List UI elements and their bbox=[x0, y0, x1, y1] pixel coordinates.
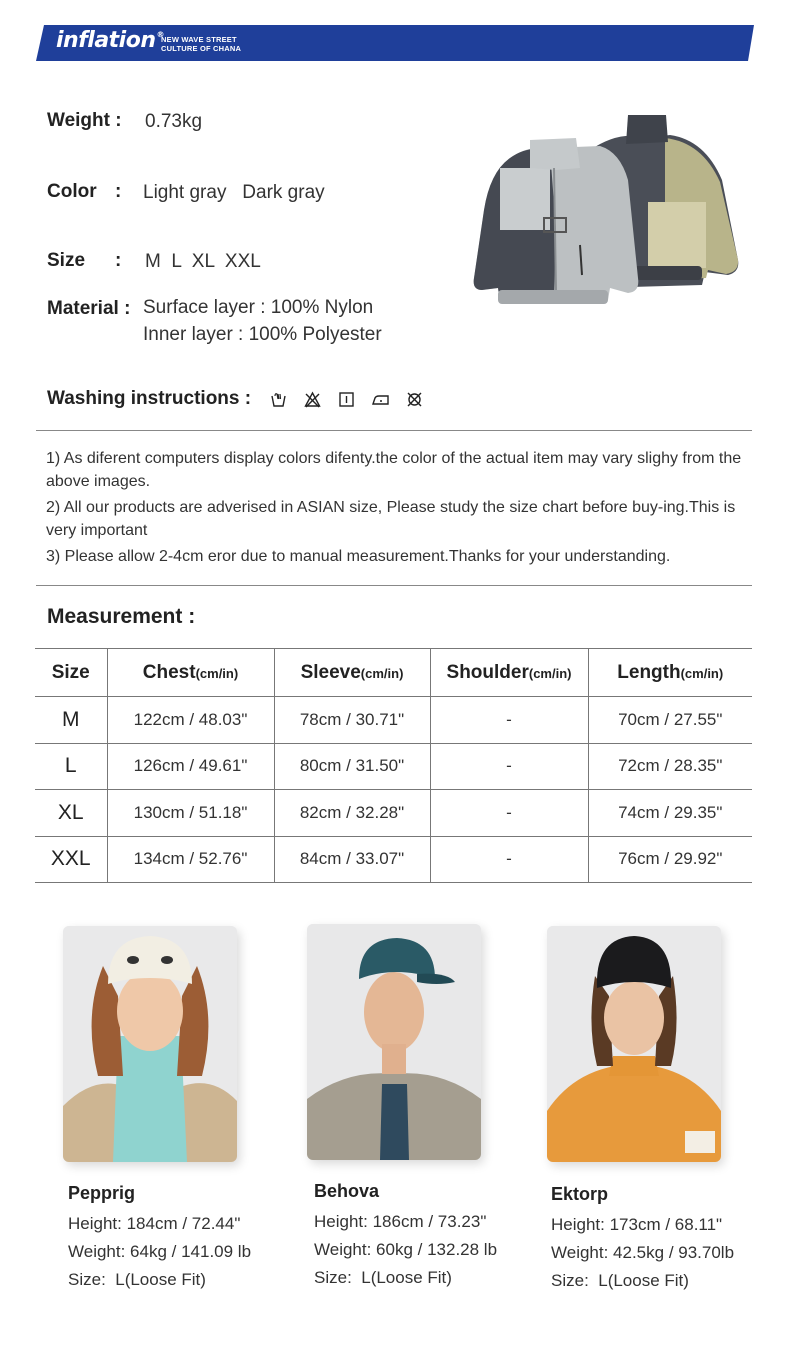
cell-size: L bbox=[35, 743, 107, 790]
cell-length: 72cm / 28.35" bbox=[588, 743, 752, 790]
weight-label: Weight : bbox=[47, 110, 122, 131]
table-row bbox=[35, 836, 752, 883]
model-photo-behova bbox=[307, 924, 481, 1160]
divider-bottom bbox=[36, 585, 752, 586]
jacket-product-image bbox=[470, 110, 742, 315]
size-colon: : bbox=[115, 250, 122, 271]
model-size-behova: Size: L(Loose Fit) bbox=[314, 1268, 452, 1287]
line-dry-icon bbox=[338, 391, 355, 408]
cell-length: 74cm / 29.35" bbox=[588, 790, 752, 837]
cell-shoulder: - bbox=[430, 790, 588, 837]
cell-sleeve: 84cm / 33.07" bbox=[274, 836, 430, 883]
model-height-ektorp: Height: 173cm / 68.11" bbox=[551, 1215, 723, 1234]
no-dry-clean-icon bbox=[406, 391, 423, 408]
note-2: 2) All our products are adverised in ASIAN size, Please study the size chart before buy-ing.This is very important bbox=[46, 499, 736, 539]
no-bleach-icon bbox=[304, 391, 321, 408]
model-weight-ektorp: Weight: 42.5kg / 93.70lb bbox=[551, 1243, 735, 1262]
washing-label: Washing instructions : bbox=[47, 388, 252, 409]
model-size-ektorp: Size: L(Loose Fit) bbox=[551, 1271, 689, 1290]
cell-size: XXL bbox=[35, 836, 107, 883]
cell-chest: 134cm / 52.76" bbox=[107, 836, 274, 883]
model-size-pepprig: Size: L(Loose Fit) bbox=[68, 1270, 206, 1289]
table-row bbox=[35, 743, 752, 790]
notes-section bbox=[46, 447, 746, 571]
color-label: Color bbox=[47, 181, 97, 202]
cell-sleeve: 78cm / 30.71" bbox=[274, 697, 430, 744]
divider-top bbox=[36, 430, 752, 431]
cell-sleeve: 82cm / 32.28" bbox=[274, 790, 430, 837]
model-weight-behova: Weight: 60kg / 132.28 lb bbox=[314, 1240, 498, 1259]
model-height-pepprig: Height: 184cm / 72.44" bbox=[68, 1214, 241, 1233]
model-name-behova: Behova bbox=[314, 1181, 380, 1201]
size-label: Size bbox=[47, 250, 86, 271]
cell-chest: 122cm / 48.03" bbox=[107, 697, 274, 744]
header-shoulder: Shoulder(cm/in) bbox=[430, 649, 588, 697]
cell-shoulder: - bbox=[430, 836, 588, 883]
model-photo-pepprig bbox=[63, 926, 237, 1162]
measurement-title: Measurement : bbox=[47, 605, 196, 628]
cell-length: 70cm / 27.55" bbox=[588, 697, 752, 744]
header-sleeve: Sleeve(cm/in) bbox=[274, 649, 430, 697]
material-surface: Surface layer : 100% Nylon bbox=[143, 297, 374, 318]
table-header-row bbox=[35, 649, 752, 697]
model-height-behova: Height: 186cm / 73.23" bbox=[314, 1212, 487, 1231]
header-chest: Chest(cm/in) bbox=[107, 649, 274, 697]
table-row bbox=[35, 697, 752, 744]
hand-wash-icon bbox=[270, 391, 287, 408]
cell-chest: 126cm / 49.61" bbox=[107, 743, 274, 790]
color-value: Light gray Dark gray bbox=[143, 182, 325, 203]
cell-sleeve: 80cm / 31.50" bbox=[274, 743, 430, 790]
cell-chest: 130cm / 51.18" bbox=[107, 790, 274, 837]
note-1: 1) As diferent computers display colors difenty.the color of the actual item may vary slighy from the above images. bbox=[46, 450, 742, 490]
size-value: M L XL XXL bbox=[145, 251, 261, 272]
header-length: Length(cm/in) bbox=[588, 649, 752, 697]
weight-value: 0.73kg bbox=[145, 111, 203, 132]
table-row bbox=[35, 790, 752, 837]
brand-tagline: NEW WAVE STREET CULTURE OF CHANA bbox=[161, 35, 242, 53]
model-name-ektorp: Ektorp bbox=[551, 1184, 609, 1204]
cell-shoulder: - bbox=[430, 697, 588, 744]
material-label: Material : bbox=[47, 298, 131, 319]
iron-low-icon bbox=[372, 391, 389, 408]
model-weight-pepprig: Weight: 64kg / 141.09 lb bbox=[68, 1242, 252, 1261]
material-inner: Inner layer : 100% Polyester bbox=[143, 324, 382, 345]
header-size: Size bbox=[35, 649, 107, 697]
cell-shoulder: - bbox=[430, 743, 588, 790]
cell-length: 76cm / 29.92" bbox=[588, 836, 752, 883]
brand-logo: inflation® bbox=[56, 28, 164, 53]
color-colon: : bbox=[115, 181, 122, 202]
note-3: 3) Please allow 2-4cm eror due to manual measurement.Thanks for your understanding. bbox=[46, 548, 671, 565]
measurement-table bbox=[35, 648, 752, 883]
washing-icons bbox=[270, 391, 423, 408]
model-photo-ektorp bbox=[547, 926, 721, 1162]
brand-banner bbox=[36, 25, 754, 61]
cell-size: XL bbox=[35, 790, 107, 837]
model-name-pepprig: Pepprig bbox=[68, 1183, 136, 1203]
cell-size: M bbox=[35, 697, 107, 744]
